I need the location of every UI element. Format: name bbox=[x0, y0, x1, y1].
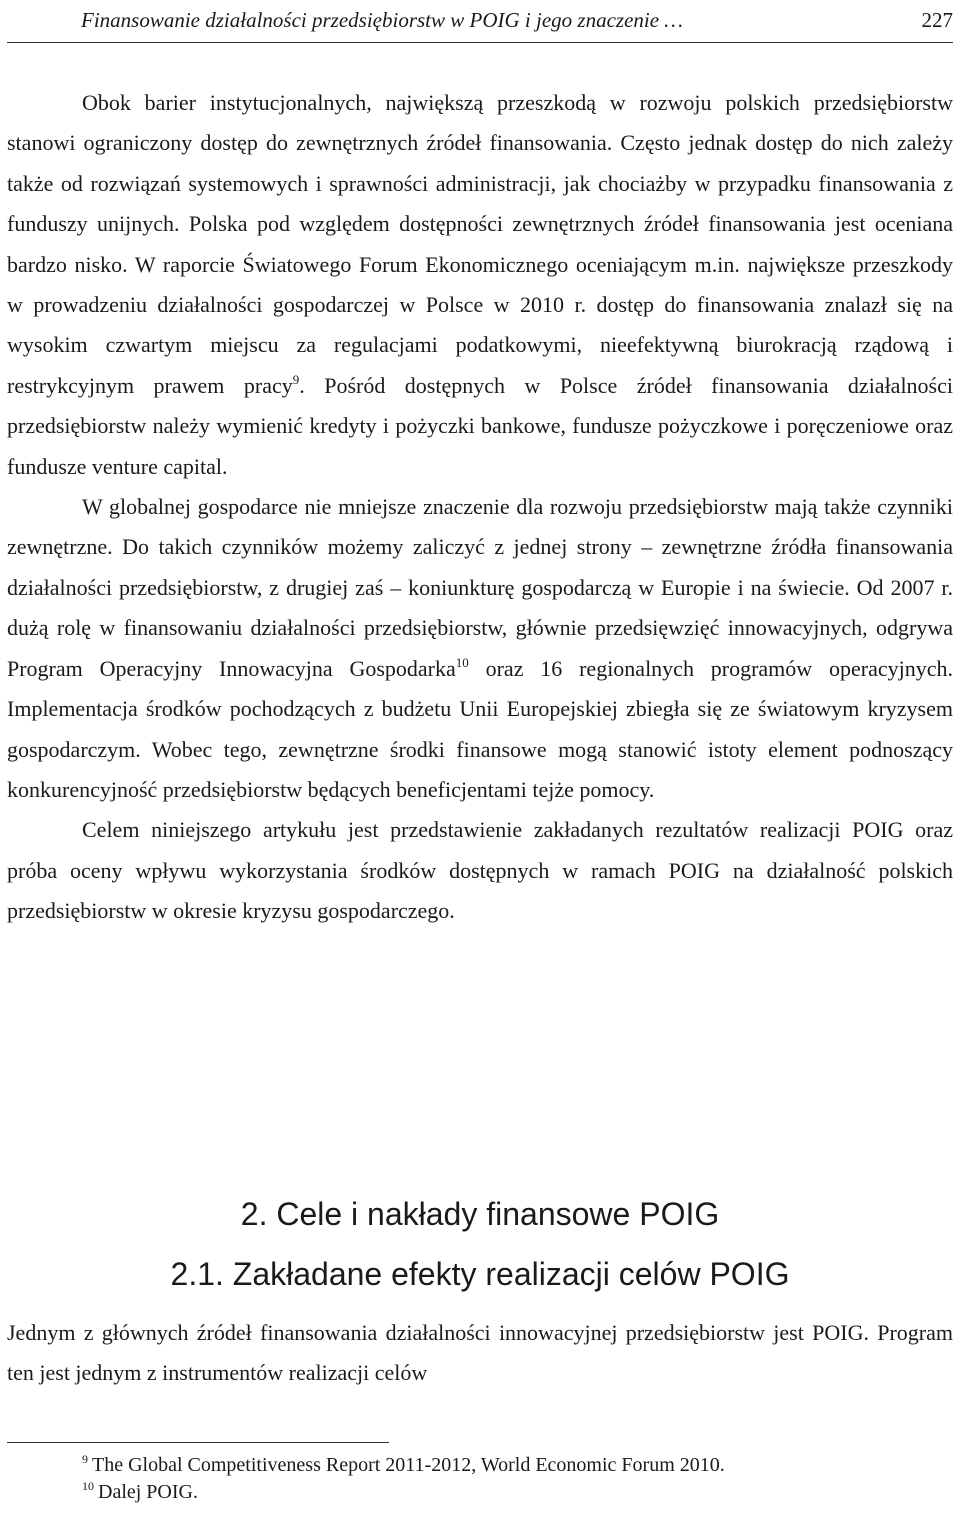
paragraph-2 bbox=[7, 487, 953, 810]
closing-text bbox=[7, 1313, 953, 1394]
footnote-10 bbox=[7, 1479, 953, 1506]
running-title: Finansowanie działalności przedsiębiorstw w POIG i jego znaczenie … bbox=[81, 8, 683, 32]
paragraph-1 bbox=[7, 83, 953, 487]
paragraph-1-text-a: Obok barier instytucjonalnych, największą przeszkodą w rozwoju polskich przedsiębiorstw stanowi ograniczony dostęp do zewnętrznych źródeł finansowania. Często jednak dostęp do nich zależy także od rozwiązań systemowych i sprawności administracji, jak chociażby w przypadku finansowania z funduszy unijnych. Polska pod względem dostępności zewnętrznych źródeł finansowania jest oceniana bardzo nisko. W raporcie Światowego Forum Ekonomicznego oceniającym m.in. największe przeszkody w prowadzeniu działalności gospodarczej w Polsce w 2010 r. dostęp do finansowania znalazł się na wysokim czwartym miejscu za regulacjami podatkowymi, nieefektywną biurokracją rządową i restrykcyjnym prawem pracy bbox=[7, 90, 953, 398]
closing-paragraph: Jednym z głównych źródeł finansowania działalności innowacyjnej przedsiębiorstw jest POIG. Program ten jest jednym z instrumentów realizacji celów bbox=[7, 1320, 953, 1386]
paragraph-1-text-b: . Pośród dostępnych w Polsce źródeł finansowania działalności przedsiębiorstw należy wymienić kredyty i pożyczki bankowe, fundusze pożyczkowe i poręczeniowe oraz fundusze venture capital. bbox=[7, 372, 953, 479]
paragraph-2-text-b: oraz 16 regionalnych programów operacyjnych. Implementacja środków pochodzących z budżetu Unii Europejskiej zbiegła się ze światowym kryzysem gospodarczym. Wobec tego, zewnętrzne środki finansowe mogą stanowić istoty element podnoszący konkurencyjność przedsiębiorstw będących beneficjentami tejże pomocy. bbox=[7, 655, 953, 802]
footnote-number: 9 bbox=[82, 1452, 88, 1466]
section-heading: 2. Cele i nakłady finansowe POIG bbox=[240, 1196, 720, 1232]
footnote-ref-10: 10 bbox=[455, 654, 469, 670]
footnotes bbox=[7, 1452, 953, 1506]
subsection-heading: 2.1. Zakładane efekty realizacji celów POIG bbox=[170, 1256, 790, 1292]
page-header bbox=[7, 6, 953, 43]
paragraph-3: Celem niniejszego artykułu jest przedstawienie zakładanych rezultatów realizacji POIG oraz próba oceny wpływu wykorzystania środków dostępnych w ramach POIG na działalność polskich przedsiębiorstw w okresie kryzysu gospodarczego. bbox=[7, 817, 953, 924]
footnote-number: 10 bbox=[82, 1479, 94, 1493]
paragraph-2-text-a: W globalnej gospodarce nie mniejsze znaczenie dla rozwoju przedsiębiorstw mają także czynniki zewnętrzne. Do takich czynników możemy zaliczyć z jednej strony – zewnętrzne źródła finansowania działalności przedsiębiorstw, z drugiej zaś – koniunkturę gospodarczą w Europie i na świecie. Od 2007 r. dużą rolę w finansowaniu działalności przedsiębiorstw, głównie przedsięwzięć innowacyjnych, odgrywa Program Operacyjny Innowacyjna Gospodarka bbox=[7, 494, 953, 681]
page-number: 227 bbox=[921, 8, 953, 32]
body-text bbox=[7, 83, 953, 932]
footnote-ref-9: 9 bbox=[292, 371, 300, 387]
footnote-9 bbox=[7, 1452, 953, 1479]
footnote-text: Dalej POIG. bbox=[98, 1481, 198, 1503]
footnote-separator bbox=[7, 1442, 389, 1443]
footnote-text: The Global Competitiveness Report 2011-2012, World Economic Forum 2010. bbox=[92, 1454, 725, 1476]
document-page bbox=[7, 0, 953, 1520]
